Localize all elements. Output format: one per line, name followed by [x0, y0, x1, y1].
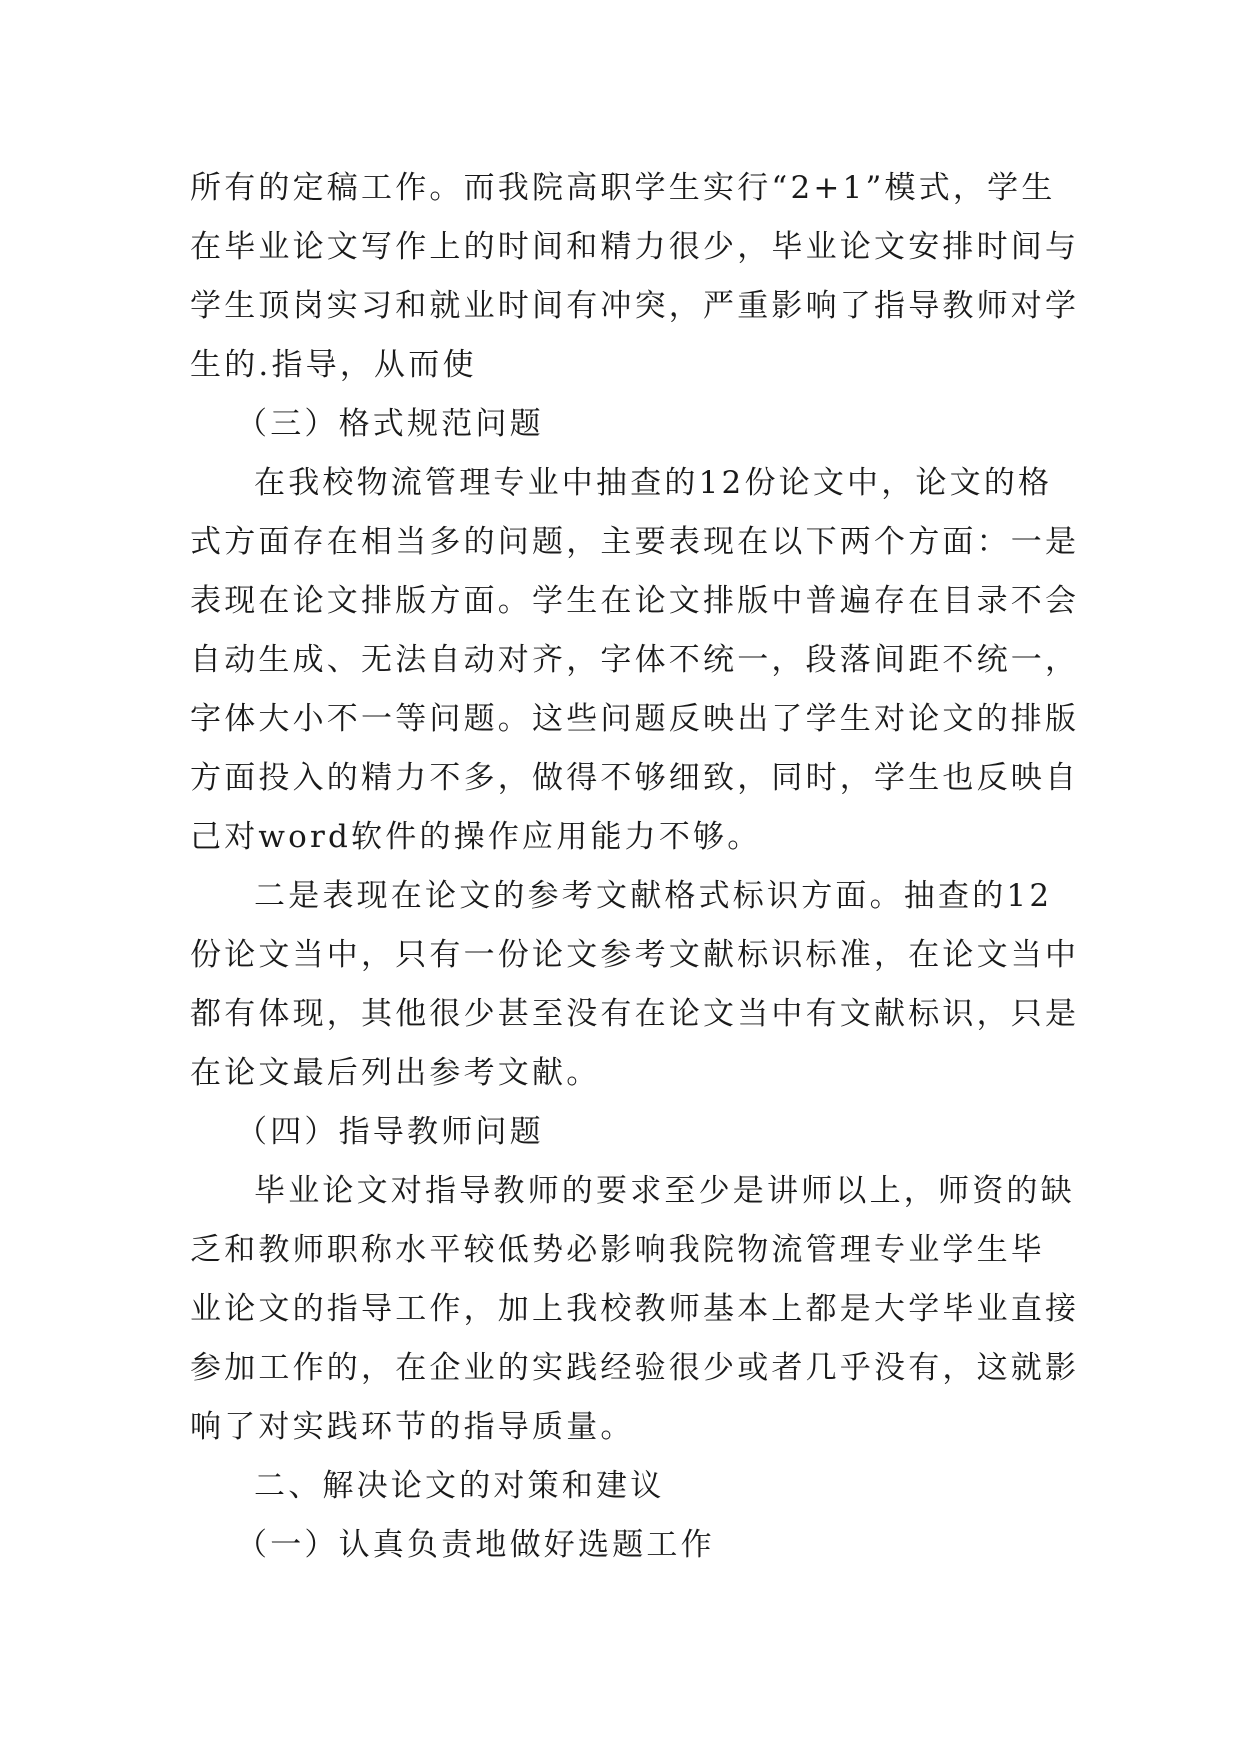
paragraph-line: 乏和教师职称水平较低势必影响我院物流管理专业学生毕	[190, 1232, 1045, 1268]
section-heading-line: （三）格式规范问题	[236, 406, 544, 442]
paragraph-line: 在毕业论文写作上的时间和精力很少，毕业论文安排时间与	[190, 229, 1080, 265]
paragraph-line: 份论文当中，只有一份论文参考文献标识标准，在论文当中	[190, 937, 1080, 973]
section-heading-line: （一）认真负责地做好选题工作	[236, 1527, 715, 1563]
paragraph-line: 所有的定稿工作。而我院高职学生实行“2+1”模式，学生	[190, 170, 1056, 206]
paragraph-line: 在论文最后列出参考文献。	[190, 1055, 601, 1091]
paragraph-line: 字体大小不一等问题。这些问题反映出了学生对论文的排版	[190, 701, 1080, 737]
paragraph-line: 学生顶岗实习和就业时间有冲突，严重影响了指导教师对学	[190, 288, 1080, 324]
paragraph-line: 己对word软件的操作应用能力不够。	[190, 819, 762, 855]
paragraph-line: 表现在论文排版方面。学生在论文排版中普遍存在目录不会	[190, 583, 1080, 619]
paragraph-line: 在我校物流管理专业中抽查的12份论文中，论文的格	[254, 465, 1053, 501]
paragraph-line: 毕业论文对指导教师的要求至少是讲师以上，师资的缺	[254, 1173, 1075, 1209]
paragraph-line: 自动生成、无法自动对齐，字体不统一，段落间距不统一，	[190, 642, 1080, 678]
paragraph-line: 二、解决论文的对策和建议	[254, 1468, 665, 1504]
paragraph-line: 二是表现在论文的参考文献格式标识方面。抽查的12	[254, 878, 1053, 914]
section-heading-line: （四）指导教师问题	[236, 1114, 544, 1150]
paragraph-line: 都有体现，其他很少甚至没有在论文当中有文献标识，只是	[190, 996, 1080, 1032]
paragraph-line: 方面投入的精力不多，做得不够细致，同时，学生也反映自	[190, 760, 1080, 796]
paragraph-line: 生的.指导，从而使	[190, 347, 477, 383]
paragraph-line: 业论文的指导工作，加上我校教师基本上都是大学毕业直接	[190, 1291, 1080, 1327]
document-body	[190, 159, 1080, 1575]
paragraph-line: 参加工作的，在企业的实践经验很少或者几乎没有，这就影	[190, 1350, 1080, 1386]
paragraph-line: 响了对实践环节的指导质量。	[190, 1409, 635, 1445]
paragraph-line: 式方面存在相当多的问题，主要表现在以下两个方面：一是	[190, 524, 1080, 560]
